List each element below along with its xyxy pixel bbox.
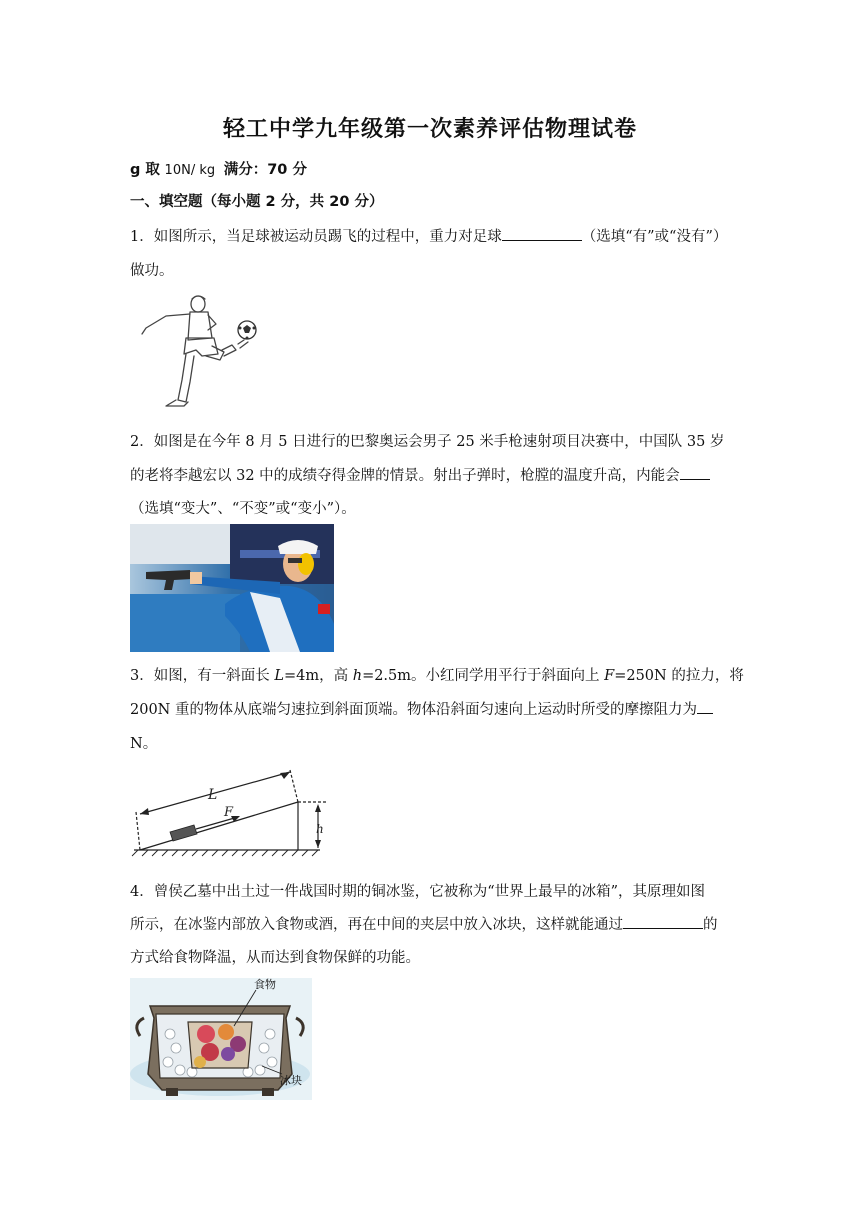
q4-answer-blank: [623, 914, 703, 929]
label-L: L: [208, 787, 218, 803]
soccer-kick-figure: [132, 290, 267, 412]
q2-text: 的老将李越宏以 32 中的成绩夺得金牌的情景。射出子弹时，枪膛的温度升高，内能会: [130, 468, 680, 484]
g-value: 10N/ kg: [164, 163, 216, 178]
q1-line2: 做功。: [130, 263, 174, 279]
q3-text-b: =4m，高: [283, 668, 353, 684]
q3-line2: [130, 698, 713, 719]
soccer-ball-icon: [238, 321, 256, 340]
q4-text-end: 的: [703, 917, 718, 933]
q3-answer-blank: [697, 699, 713, 714]
q4-line1: 4．曾侯乙墓中出土过一件战国时期的铜冰鉴，它被称为“世界上最早的冰箱”，其原理如图: [130, 884, 706, 900]
q4-line3: 方式给食物降温，从而达到食物保鲜的功能。: [130, 950, 420, 966]
q3-text-e: 200N 重的物体从底端匀速拉到斜面顶端。物体沿斜面匀速向上运动时所受的摩擦阻力为: [130, 702, 697, 718]
incline-plane-diagram: [130, 766, 335, 860]
q4-text: 所示，在冰鉴内部放入食物或酒，再在中间的夹层中放入冰块，这样就能通过: [130, 917, 623, 933]
q2-line1: 2．如图是在今年 8 月 5 日进行的巴黎奥运会男子 25 米手枪速射项目决赛中，中国队 35 岁: [130, 434, 725, 450]
label-food: 食物: [254, 978, 276, 991]
pistol-shooter-photo: [130, 524, 334, 652]
q2-line2: [130, 464, 710, 485]
label-h: h: [316, 822, 324, 836]
var-F: F: [604, 668, 615, 684]
q3-text-c: =2.5m。小红同学用平行于斜面向上: [362, 668, 605, 684]
exam-header-info: [130, 158, 307, 179]
var-h: h: [352, 668, 363, 684]
var-L: L: [274, 668, 284, 684]
q2-line3: （选填“变大”、“不变”或“变小”）。: [130, 501, 356, 517]
q1-line1: [130, 225, 727, 246]
q3-text-a: 3．如图，有一斜面长: [130, 668, 275, 684]
q1-text: 1．如图所示，当足球被运动员踢飞的过程中，重力对足球: [130, 229, 502, 245]
section-heading: 一、填空题（每小题 2 分，共 20 分）: [130, 194, 384, 210]
label-F: F: [224, 805, 234, 820]
q1-answer-blank: [502, 226, 582, 241]
q4-line2: [130, 913, 718, 934]
q1-text-hint: （选填“有”或“没有”）: [581, 229, 728, 245]
q2-answer-blank: [680, 465, 710, 480]
label-ice: 冰块: [280, 1074, 302, 1087]
bronze-ice-box-diagram: [130, 978, 312, 1100]
full-score: 满分：70 分: [223, 162, 307, 178]
q3-text-d: =250N 的拉力，将: [614, 668, 744, 684]
q3-line3: N。: [130, 736, 158, 752]
q3-line1: [130, 664, 744, 685]
page-title: 轻工中学九年级第一次素养评估物理试卷: [222, 117, 637, 142]
g-label: g 取: [130, 162, 160, 178]
